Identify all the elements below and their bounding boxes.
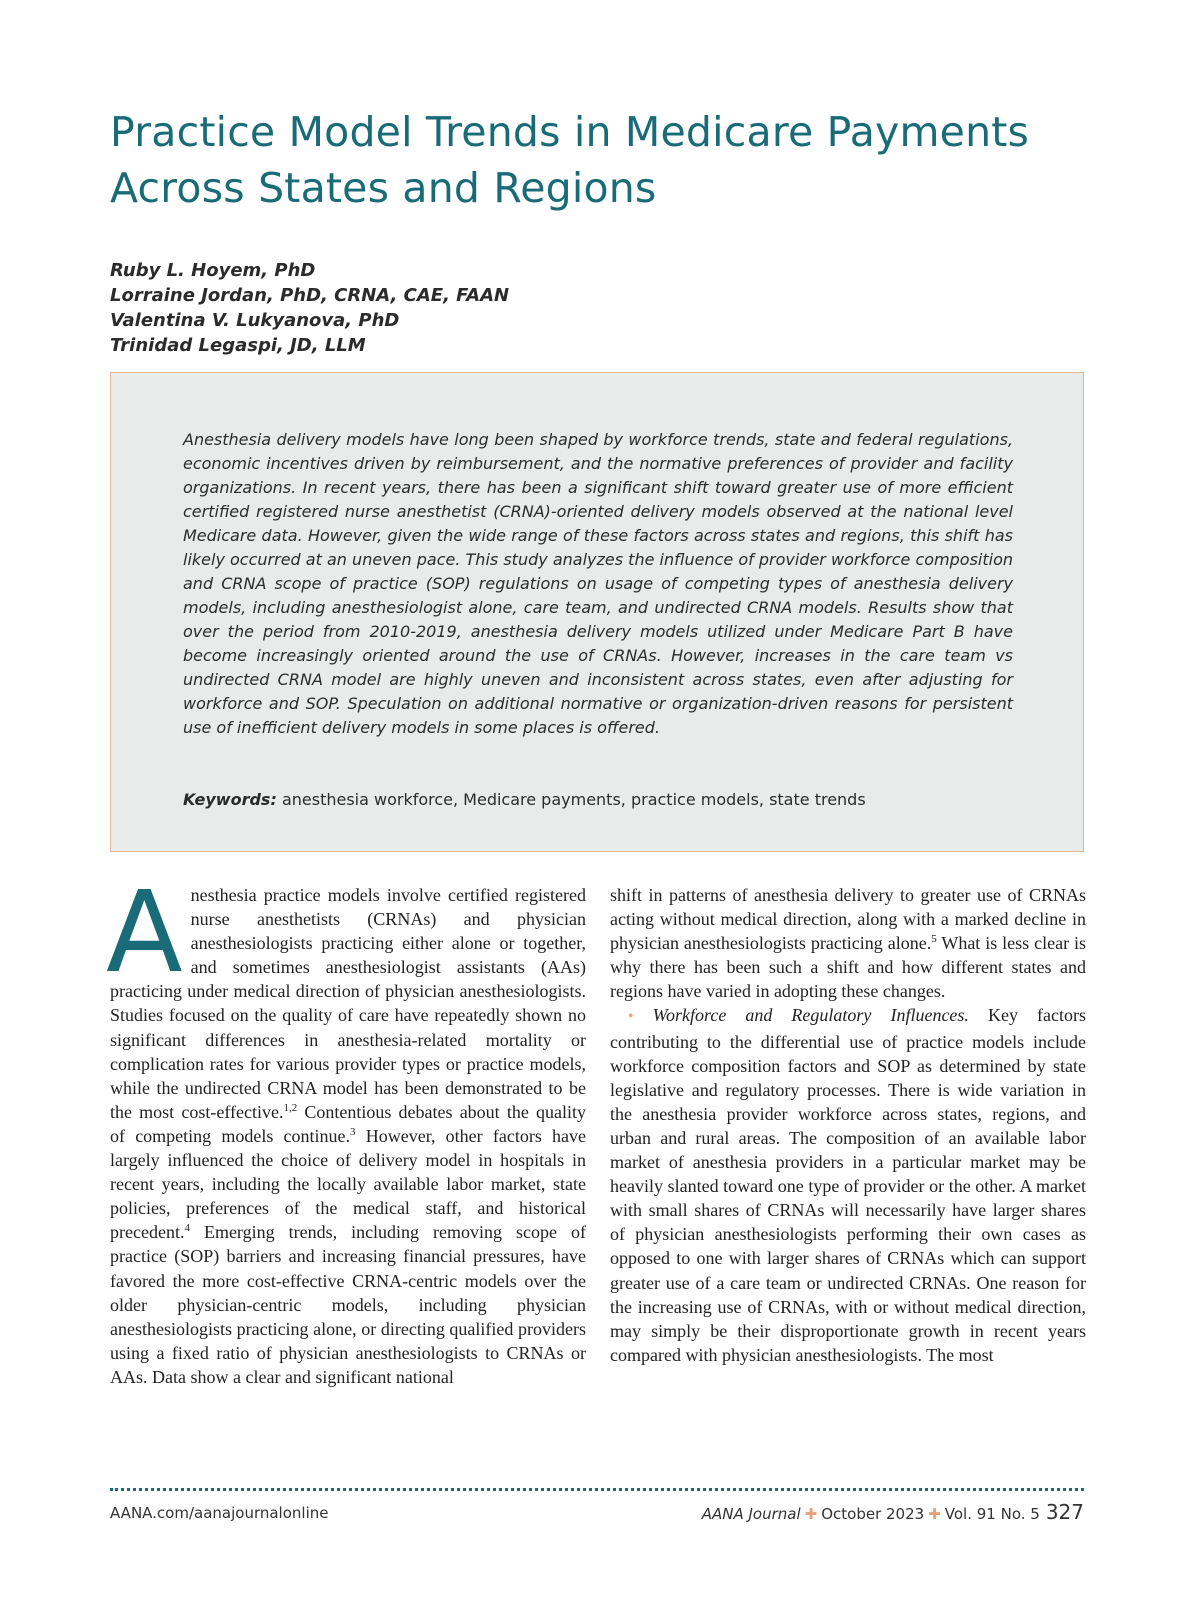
abstract-box: [110, 372, 1084, 852]
body-text: nesthesia practice models involve certified registered nurse anesthetists (CRNAs) and physician anesthesiologists practicing either alone or together, and sometimes anesthesiologist assistants (AAs) practicing under medical direction of physician anesthesiologists. Studies focused on the quality of care have repeatedly shown no significant differences in anesthesia-related mortality or complication rates for various provider types or practice models, while the undirected CRNA model has been demonstrated to be the most cost-effective.: [110, 885, 586, 1122]
footer-citation: [702, 1500, 1084, 1524]
author-name: Trinidad Legaspi, JD, LLM: [110, 335, 366, 356]
keywords-line: [183, 788, 1043, 812]
body-text: However, other factors have largely influenced the choice of delivery model in hospitals in recent years, including the locally available labor market, state policies, preferences of the medical staff, and historical precedent.: [110, 1125, 587, 1243]
footer-divider: [110, 1488, 1084, 1491]
keywords-value: anesthesia workforce, Medicare payments, practice models, state trends: [281, 790, 866, 809]
cross-icon: ✚: [804, 1505, 818, 1523]
bullet-icon: •: [628, 1008, 634, 1026]
section-subhead: Workforce and Regulatory Influences.: [652, 1005, 969, 1026]
abstract-text: Anesthesia delivery models have long been shaped by workforce trends, state and federal regulations, economic incentives driven by reimbursement, and the normative preferences of provider and facility organizations. In recent years, there has been a significant shift toward greater use of more efficient certified registered nurse anesthetist (CRNA)-oriented delivery models observed at the national level Medicare data. However, given the wide range of these factors across states and regions, this shift has likely occurred at an uneven pace. This study analyzes the influence of provider workforce composition and CRNA scope of practice (SOP) regulations on usage of competing types of anesthesia delivery models, including anesthesiologist alone, care team, and undirected CRNA models. Results show that over the period from 2010-2019, anesthesia delivery models utilized under Medicare Part B have become increasingly oriented around the use of CRNAs. However, increases in the care team vs undirected CRNA model are highly uneven and inconsistent across states, even after adjusting for workforce and SOP. Speculation on additional normative or organization-driven reasons for persistent use of inefficient delivery models in some places is offered.: [183, 430, 1013, 737]
reference-superscript: 5: [931, 933, 937, 946]
body-text: Emerging trends, including removing scope of practice (SOP) barriers and increasing financial pressures, have favored the more cost-effective CRNA-centric models over the older physician-centric models, including physician anesthesiologists practicing alone, or directing qualified providers using a fixed ratio of physician anesthesiologists to CRNAs or AAs. Data show a clear and significant national: [110, 1222, 586, 1387]
reference-superscript: 1,2: [283, 1101, 298, 1114]
issue-date: October 2023: [821, 1505, 925, 1523]
journal-name: AANA Journal: [701, 1505, 801, 1523]
author-name: Ruby L. Hoyem, PhD: [110, 260, 316, 281]
keywords-label: Keywords:: [183, 790, 277, 809]
paragraph: [610, 1003, 1086, 1366]
reference-superscript: 3: [350, 1125, 356, 1138]
page-number: 327: [1045, 1500, 1084, 1524]
body-text: Contentious debates about the quality of competing models continue.: [110, 1101, 587, 1146]
body-text: Key factors contributing to the differential use of practice models include workforce composition factors and SOP as determined by state legislative and regulatory processes. There is wide variation in the anesthesia provider workforce across states, regions, and urban and rural areas. The composition of an available labor market of anesthesia providers in a particular market may be heavily slanted toward one type of provider or the other. A market with small shares of CRNAs will necessarily have larger shares of physician anesthesiologists performing their own cases as opposed to one with larger shares of CRNAs which can support greater use of a care team or undirected CRNAs. One reason for the increasing use of CRNAs, with or without medical direction, may simply be their disproportionate growth in recent years compared with physician anesthesiologists. The most: [610, 1005, 1087, 1365]
article-title: Practice Model Trends in Medicare Payments Across States and Regions: [110, 108, 1030, 212]
paragraph: [610, 883, 1086, 1003]
author-list: [110, 258, 509, 358]
drop-cap: A: [106, 868, 183, 998]
reference-superscript: 4: [184, 1222, 190, 1235]
body-text: shift in patterns of anesthesia delivery to greater use of CRNAs acting without medical direction, along with a marked decline in physician anesthesiologists practicing alone.: [610, 885, 1086, 954]
body-text: What is less clear is why there has been such a shift and how different states and regions have varied in adopting these changes.: [610, 933, 1086, 1002]
cross-icon: ✚: [928, 1505, 941, 1523]
volume-number: Vol. 91 No. 5: [944, 1505, 1040, 1523]
body-column-right: [610, 883, 1086, 1367]
footer-url[interactable]: AANA.com/aanajournalonline: [110, 1504, 329, 1522]
author-name: Valentina V. Lukyanova, PhD: [110, 310, 400, 331]
body-column-left: [106, 868, 587, 1389]
author-name: Lorraine Jordan, PhD, CRNA, CAE, FAAN: [110, 285, 510, 306]
